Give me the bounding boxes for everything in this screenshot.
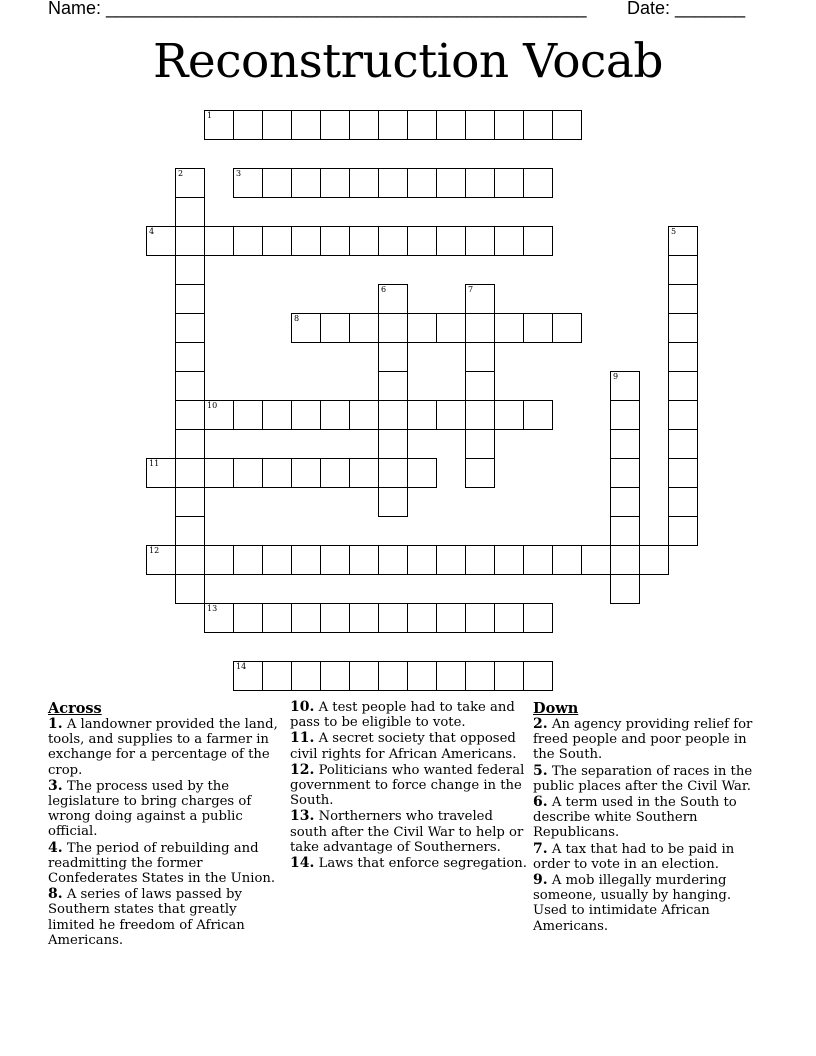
grid-cell[interactable] bbox=[378, 400, 408, 430]
grid-cell[interactable] bbox=[175, 255, 205, 285]
grid-cell[interactable] bbox=[407, 226, 437, 256]
down-heading: Down bbox=[533, 700, 579, 717]
grid-cell[interactable] bbox=[436, 603, 466, 633]
grid-cell[interactable] bbox=[175, 458, 205, 488]
grid-cell[interactable] bbox=[291, 400, 321, 430]
grid-cell[interactable] bbox=[204, 226, 234, 256]
grid-cell[interactable] bbox=[407, 313, 437, 343]
grid-cell[interactable] bbox=[349, 110, 379, 140]
grid-cell[interactable] bbox=[436, 313, 466, 343]
grid-cell[interactable] bbox=[523, 661, 553, 691]
grid-cell[interactable] bbox=[668, 371, 698, 401]
grid-cell[interactable] bbox=[494, 110, 524, 140]
grid-cell[interactable] bbox=[523, 168, 553, 198]
grid-cell[interactable] bbox=[494, 226, 524, 256]
grid-cell[interactable] bbox=[407, 603, 437, 633]
grid-cell[interactable] bbox=[262, 226, 292, 256]
grid-cell[interactable] bbox=[291, 110, 321, 140]
grid-cell[interactable] bbox=[378, 429, 408, 459]
grid-cell[interactable] bbox=[668, 342, 698, 372]
grid-cell[interactable] bbox=[204, 110, 234, 140]
page-title: Reconstruction Vocab bbox=[153, 34, 663, 89]
grid-cell[interactable] bbox=[378, 110, 408, 140]
grid-cell[interactable] bbox=[407, 545, 437, 575]
grid-cell[interactable] bbox=[262, 400, 292, 430]
grid-cell[interactable] bbox=[610, 429, 640, 459]
grid-cell[interactable] bbox=[436, 226, 466, 256]
grid-cell[interactable] bbox=[494, 400, 524, 430]
clue-number: 2 bbox=[178, 169, 184, 178]
grid-cell[interactable] bbox=[349, 313, 379, 343]
grid-cell[interactable] bbox=[262, 110, 292, 140]
grid-cell[interactable] bbox=[378, 487, 408, 517]
grid-cell[interactable] bbox=[291, 168, 321, 198]
grid-cell[interactable] bbox=[610, 487, 640, 517]
grid-cell[interactable] bbox=[378, 661, 408, 691]
grid-cell[interactable] bbox=[465, 603, 495, 633]
grid-cell[interactable] bbox=[668, 255, 698, 285]
grid-cell[interactable] bbox=[378, 168, 408, 198]
grid-cell[interactable] bbox=[320, 313, 350, 343]
grid-cell[interactable] bbox=[610, 574, 640, 604]
grid-cell[interactable] bbox=[494, 545, 524, 575]
clue-number: 4 bbox=[149, 227, 155, 236]
grid-cell[interactable] bbox=[436, 168, 466, 198]
grid-cell[interactable] bbox=[233, 661, 263, 691]
grid-cell[interactable] bbox=[523, 226, 553, 256]
grid-cell[interactable] bbox=[175, 487, 205, 517]
grid-cell[interactable] bbox=[175, 284, 205, 314]
grid-cell[interactable] bbox=[175, 545, 205, 575]
grid-cell[interactable] bbox=[175, 168, 205, 198]
grid-cell[interactable] bbox=[233, 603, 263, 633]
grid-cell[interactable] bbox=[668, 458, 698, 488]
clue-number: 14 bbox=[236, 662, 247, 671]
grid-cell[interactable] bbox=[262, 458, 292, 488]
grid-cell[interactable] bbox=[175, 226, 205, 256]
grid-cell[interactable] bbox=[610, 400, 640, 430]
grid-cell[interactable] bbox=[465, 110, 495, 140]
grid-cell[interactable] bbox=[175, 429, 205, 459]
grid-cell[interactable] bbox=[262, 168, 292, 198]
clue-number: 13 bbox=[207, 604, 218, 613]
grid-cell[interactable] bbox=[175, 313, 205, 343]
clue-number: 7 bbox=[468, 285, 474, 294]
grid-cell[interactable] bbox=[262, 545, 292, 575]
grid-cell[interactable] bbox=[668, 226, 698, 256]
grid-cell[interactable] bbox=[233, 458, 263, 488]
grid-cell[interactable] bbox=[204, 603, 234, 633]
grid-cell[interactable] bbox=[262, 603, 292, 633]
grid-cell[interactable] bbox=[552, 545, 582, 575]
grid-cell[interactable] bbox=[320, 226, 350, 256]
across-clues-column-1 bbox=[48, 700, 284, 949]
grid-cell[interactable] bbox=[552, 110, 582, 140]
across-clues-column-2 bbox=[290, 700, 528, 872]
clue-across-10: 10. A test people had to take and pass to be eligible to vote. bbox=[290, 699, 515, 731]
clue-number: 1 bbox=[207, 111, 213, 120]
clue-down-2: 2. An agency providing relief for freed people and poor people in the South. bbox=[533, 716, 753, 763]
grid-cell[interactable] bbox=[465, 313, 495, 343]
grid-cell[interactable] bbox=[146, 458, 176, 488]
clue-number: 3 bbox=[236, 169, 242, 178]
across-heading: Across bbox=[48, 700, 102, 717]
grid-cell[interactable] bbox=[494, 168, 524, 198]
grid-cell[interactable] bbox=[233, 545, 263, 575]
grid-cell[interactable] bbox=[378, 371, 408, 401]
clue-number: 9 bbox=[613, 372, 619, 381]
grid-cell[interactable] bbox=[175, 342, 205, 372]
grid-cell[interactable] bbox=[378, 342, 408, 372]
grid-cell[interactable] bbox=[610, 545, 640, 575]
grid-cell[interactable] bbox=[465, 168, 495, 198]
grid-cell[interactable] bbox=[320, 110, 350, 140]
grid-cell[interactable] bbox=[407, 110, 437, 140]
grid-cell[interactable] bbox=[407, 400, 437, 430]
grid-cell[interactable] bbox=[175, 197, 205, 227]
grid-cell[interactable] bbox=[233, 110, 263, 140]
name-field[interactable]: Name: ________________________________________________ bbox=[48, 0, 587, 18]
grid-cell[interactable] bbox=[175, 516, 205, 546]
grid-cell[interactable] bbox=[465, 458, 495, 488]
grid-cell[interactable] bbox=[146, 545, 176, 575]
grid-cell[interactable] bbox=[204, 545, 234, 575]
grid-cell[interactable] bbox=[523, 545, 553, 575]
grid-cell[interactable] bbox=[349, 603, 379, 633]
grid-cell[interactable] bbox=[465, 661, 495, 691]
grid-cell[interactable] bbox=[465, 371, 495, 401]
grid-cell[interactable] bbox=[349, 545, 379, 575]
grid-cell[interactable] bbox=[610, 516, 640, 546]
clue-number: 5 bbox=[671, 227, 677, 236]
grid-cell[interactable] bbox=[291, 313, 321, 343]
grid-cell[interactable] bbox=[378, 603, 408, 633]
clue-across-4: 4. The period of rebuilding and readmitting the former Confederates States in the Union. bbox=[48, 839, 276, 887]
grid-cell[interactable] bbox=[668, 313, 698, 343]
grid-cell[interactable] bbox=[523, 110, 553, 140]
grid-cell[interactable] bbox=[668, 516, 698, 546]
grid-cell[interactable] bbox=[465, 429, 495, 459]
clue-across-8: 8. A series of laws passed by Southern states that greatly limited he freedom of African Americans. bbox=[48, 886, 245, 948]
grid-cell[interactable] bbox=[320, 545, 350, 575]
clue-number: 12 bbox=[149, 546, 160, 555]
grid-cell[interactable] bbox=[494, 313, 524, 343]
grid-cell[interactable] bbox=[320, 458, 350, 488]
clue-across-14: 14. Laws that enforce segregation. bbox=[290, 855, 527, 872]
grid-cell[interactable] bbox=[581, 545, 611, 575]
grid-cell[interactable] bbox=[233, 400, 263, 430]
grid-cell[interactable] bbox=[233, 168, 263, 198]
grid-cell[interactable] bbox=[320, 661, 350, 691]
clue-down-9: 9. A mob illegally murdering someone, usually by hanging. Used to intimidate African Americans. bbox=[533, 872, 732, 934]
grid-cell[interactable] bbox=[494, 661, 524, 691]
grid-cell[interactable] bbox=[378, 284, 408, 314]
clue-down-6: 6. A term used in the South to describe white Southern Republicans. bbox=[533, 794, 737, 841]
clue-number: 11 bbox=[149, 459, 160, 468]
grid-cell[interactable] bbox=[349, 226, 379, 256]
date-field[interactable]: Date: _______ bbox=[627, 0, 746, 18]
clue-number: 8 bbox=[294, 314, 300, 323]
grid-cell[interactable] bbox=[523, 313, 553, 343]
grid-cell[interactable] bbox=[668, 284, 698, 314]
grid-cell[interactable] bbox=[436, 545, 466, 575]
grid-cell[interactable] bbox=[291, 545, 321, 575]
grid-cell[interactable] bbox=[465, 545, 495, 575]
grid-cell[interactable] bbox=[175, 371, 205, 401]
grid-cell[interactable] bbox=[378, 226, 408, 256]
grid-cell[interactable] bbox=[204, 458, 234, 488]
grid-cell[interactable] bbox=[668, 400, 698, 430]
grid-cell[interactable] bbox=[291, 226, 321, 256]
clue-across-13: 13. Northerners who traveled south after the Civil War to help or take advantage of Southerners. bbox=[290, 808, 524, 855]
clue-across-3: 3. The process used by the legislature to bring charges of wrong doing against a public official. bbox=[48, 777, 252, 840]
grid-cell[interactable] bbox=[407, 661, 437, 691]
grid-cell[interactable] bbox=[465, 400, 495, 430]
grid-cell[interactable] bbox=[320, 400, 350, 430]
clue-down-5: 5. The separation of races in the public places after the Civil War. bbox=[533, 762, 753, 794]
grid-cell[interactable] bbox=[610, 458, 640, 488]
grid-cell[interactable] bbox=[523, 603, 553, 633]
grid-cell[interactable] bbox=[175, 574, 205, 604]
grid-cell[interactable] bbox=[465, 226, 495, 256]
grid-cell[interactable] bbox=[291, 661, 321, 691]
grid-cell[interactable] bbox=[349, 661, 379, 691]
grid-cell[interactable] bbox=[349, 458, 379, 488]
grid-cell[interactable] bbox=[146, 226, 176, 256]
grid-cell[interactable] bbox=[407, 458, 437, 488]
clue-across-11: 11. A secret society that opposed civil rights for African Americans. bbox=[290, 730, 517, 762]
down-clues-column bbox=[533, 700, 769, 935]
clue-number: 10 bbox=[207, 401, 218, 410]
grid-cell[interactable] bbox=[175, 400, 205, 430]
clue-down-7: 7. A tax that had to be paid in order to vote in an election. bbox=[533, 840, 735, 872]
grid-cell[interactable] bbox=[668, 429, 698, 459]
grid-cell[interactable] bbox=[378, 545, 408, 575]
grid-cell[interactable] bbox=[291, 458, 321, 488]
grid-cell[interactable] bbox=[668, 487, 698, 517]
clue-across-1: 1. A landowner provided the land, tools, and supplies to a farmer in exchange for a percentage of the crop. bbox=[48, 716, 278, 778]
grid-cell[interactable] bbox=[639, 545, 669, 575]
grid-cell[interactable] bbox=[436, 400, 466, 430]
grid-cell[interactable] bbox=[291, 603, 321, 633]
grid-cell[interactable] bbox=[465, 342, 495, 372]
clue-number: 6 bbox=[381, 285, 387, 294]
grid-cell[interactable] bbox=[349, 168, 379, 198]
grid-cell[interactable] bbox=[610, 371, 640, 401]
grid-cell[interactable] bbox=[320, 168, 350, 198]
grid-cell[interactable] bbox=[436, 110, 466, 140]
grid-cell[interactable] bbox=[233, 226, 263, 256]
grid-cell[interactable] bbox=[465, 284, 495, 314]
grid-cell[interactable] bbox=[378, 313, 408, 343]
grid-cell[interactable] bbox=[407, 168, 437, 198]
grid-cell[interactable] bbox=[436, 661, 466, 691]
grid-cell[interactable] bbox=[349, 400, 379, 430]
grid-cell[interactable] bbox=[552, 313, 582, 343]
grid-cell[interactable] bbox=[320, 603, 350, 633]
grid-cell[interactable] bbox=[494, 603, 524, 633]
grid-cell[interactable] bbox=[204, 400, 234, 430]
grid-cell[interactable] bbox=[523, 400, 553, 430]
grid-cell[interactable] bbox=[262, 661, 292, 691]
clue-across-12: 12. Politicians who wanted federal government to force change in the South. bbox=[290, 761, 525, 809]
grid-cell[interactable] bbox=[378, 458, 408, 488]
